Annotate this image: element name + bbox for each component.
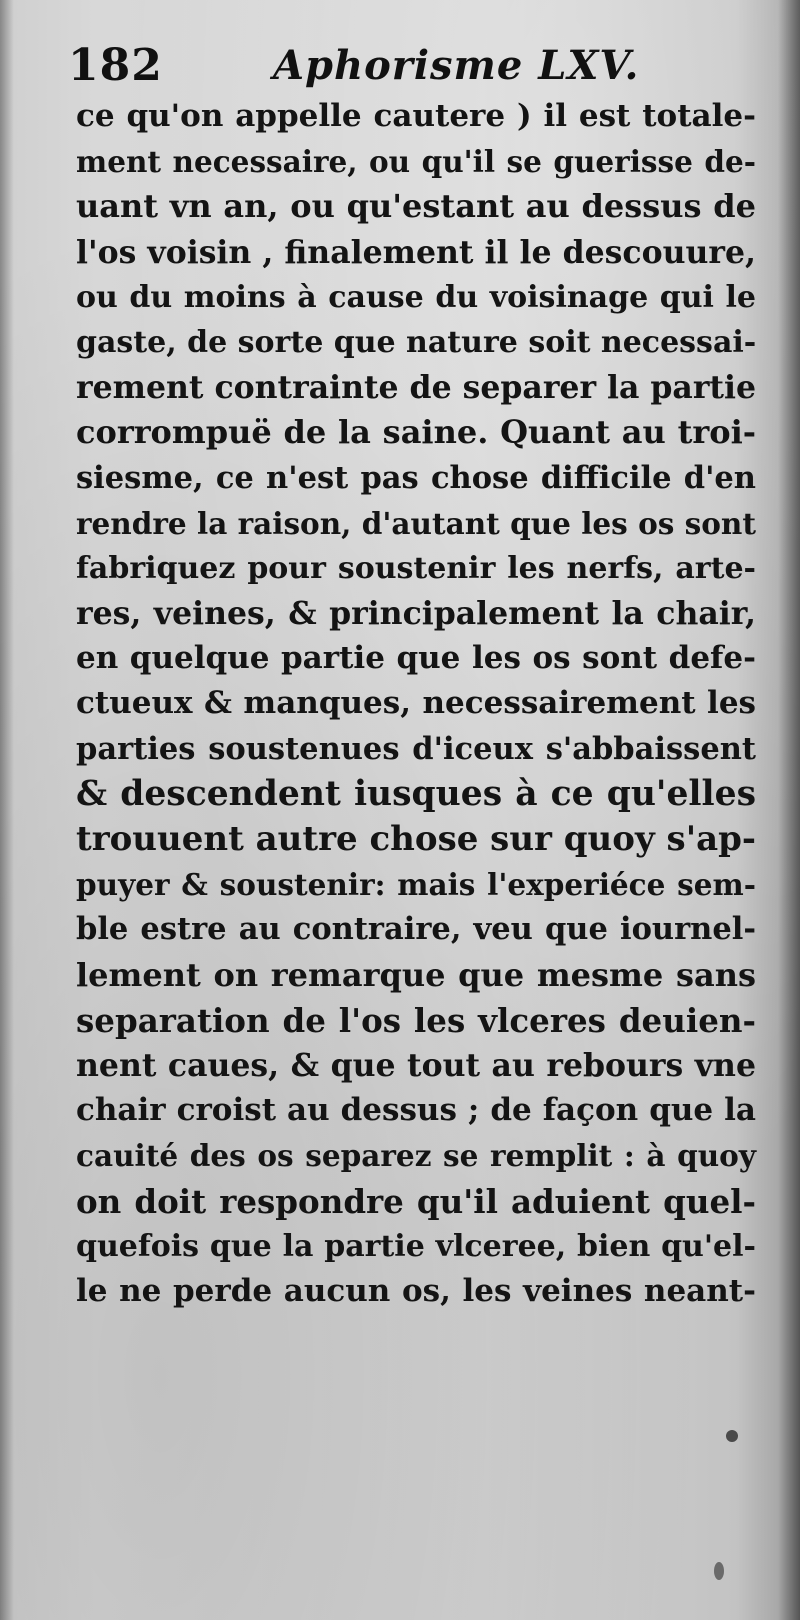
page-edge-shadow	[778, 0, 800, 1620]
text-line: rendre la raison, d'autant que les os sont	[76, 505, 756, 541]
text-line: uant vn an, ou qu'estant au dessus de	[76, 187, 756, 226]
text-line: nent caues, & que tout au rebours vne	[76, 1046, 756, 1084]
text-line: & descendent iusques à ce qu'elles	[76, 773, 756, 814]
text-line: fabriquez pour soustenir les nerfs, arte-	[76, 550, 756, 586]
text-line: trouuent autre chose sur quoy s'ap-	[76, 819, 757, 859]
text-line: rement contrainte de separer la partie	[76, 369, 756, 407]
text-line: res, veines, & principalement la chair,	[76, 595, 756, 633]
text-line: parties soustenues d'iceux s'abbaissent	[76, 730, 756, 767]
text-line: quefois que la partie vlceree, bien qu'el-	[76, 1228, 756, 1264]
text-line: en quelque partie que les os sont defe-	[76, 640, 756, 677]
text-line: puyer & soustenir: mais l'experiéce sem-	[76, 867, 756, 903]
text-line: gaste, de sorte que nature soit necessai-	[76, 324, 757, 360]
text-line: ment necessaire, ou qu'il se guerisse de-	[76, 144, 756, 180]
page-number: 182	[68, 40, 163, 91]
text-line: lement on remarque que mesme sans	[76, 955, 756, 994]
body-text	[76, 94, 756, 1314]
ink-speck	[726, 1430, 738, 1442]
text-line: ou du moins à cause du voisinage qui le	[76, 279, 756, 315]
text-line: le ne perde aucun os, les veines neant-	[76, 1272, 756, 1309]
text-line: separation de l'os les vlceres deuien-	[76, 1000, 756, 1040]
text-line: ce qu'on appelle cautere ) il est totale-	[76, 98, 756, 134]
text-line: corrompuë de la saine. Quant au troi-	[76, 413, 756, 452]
text-line: on doit respondre qu'il aduient quel-	[76, 1181, 756, 1221]
page-gutter-shadow	[0, 0, 14, 1620]
text-line: siesme, ce n'est pas chose difficile d'en	[76, 459, 756, 496]
text-line: chair croist au dessus ; de façon que la	[76, 1092, 756, 1129]
text-line: ble estre au contraire, veu que iournel-	[76, 911, 756, 948]
text-line: l'os voisin , finalement il le descouure,	[76, 233, 756, 271]
ink-speck	[714, 1562, 724, 1580]
running-title: Aphorisme LXV.	[273, 42, 640, 89]
text-line: ctueux & manques, necessairement les	[76, 685, 756, 722]
page-header	[68, 38, 748, 94]
text-line: cauité des os separez se remplit : à quoy	[76, 1138, 756, 1174]
